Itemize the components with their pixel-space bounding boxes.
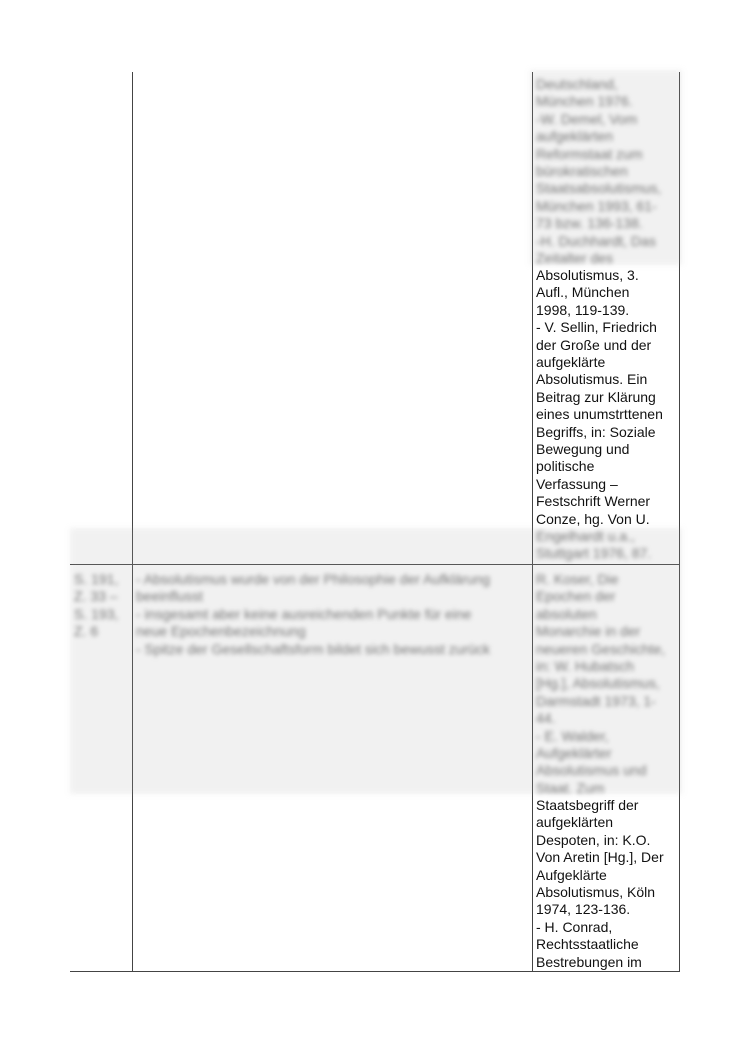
row2-sources-blurred: R. Koser, Die Epochen der absoluten Monarchie in der neueren Geschichte, in: W. Hubatsch [Hg.], Absolutismus, Darmstadt 1973, 1- 44. - E. Walder, Aufgeklärter Absolutismus und Staat. Zum [536, 571, 666, 796]
row1-sources: Absolutismus, 3. Aufl., München 1998, 119-139. - V. Sellin, Friedrich der Große und der aufgeklärte Absolutismus. Ein Beitrag zur Klärung eines unumstrttenen Begriffs, in: Soziale Bewegung und politische Verfassung – Festschrift Werner Conze, hg. Von U. [536, 267, 663, 527]
row2-sources: Staatsbegriff der aufgeklärten Despoten, in: K.O. Von Aretin [Hg.], Der Aufgeklärte Absolutismus, Köln 1974, 123-136. - H. Conrad, Rechtsstaatliche Bestrebungen im [536, 797, 664, 970]
table-left-border [132, 72, 133, 972]
row1-sources-blurred: Deutschland, München 1976. -W. Demel, Vom aufgeklärten Reformstaat zum bürokratischen Staatsabsolutismus, München 1993, 61- 73 bzw. 136-138. -H. Duchhardt, Das Zeitalter des [536, 76, 662, 267]
row2-summary: - Absolutismus wurde von der Philosophie der Aufklärung beeinflusst - insgesamt aber keine ausreichenden Punkte für eine neue Epochenbezeichnung - Spitze der Gesellschaftsform bildet sich bewusst zurück [136, 571, 491, 657]
row1-sources-blurred-end: Engelhardt u.a., Stuttgart 1976, 87. [536, 528, 652, 562]
row2-page-reference: S. 191, Z. 33 – S. 193, Z. 6 [74, 571, 119, 640]
table-bottom-border [70, 971, 680, 972]
